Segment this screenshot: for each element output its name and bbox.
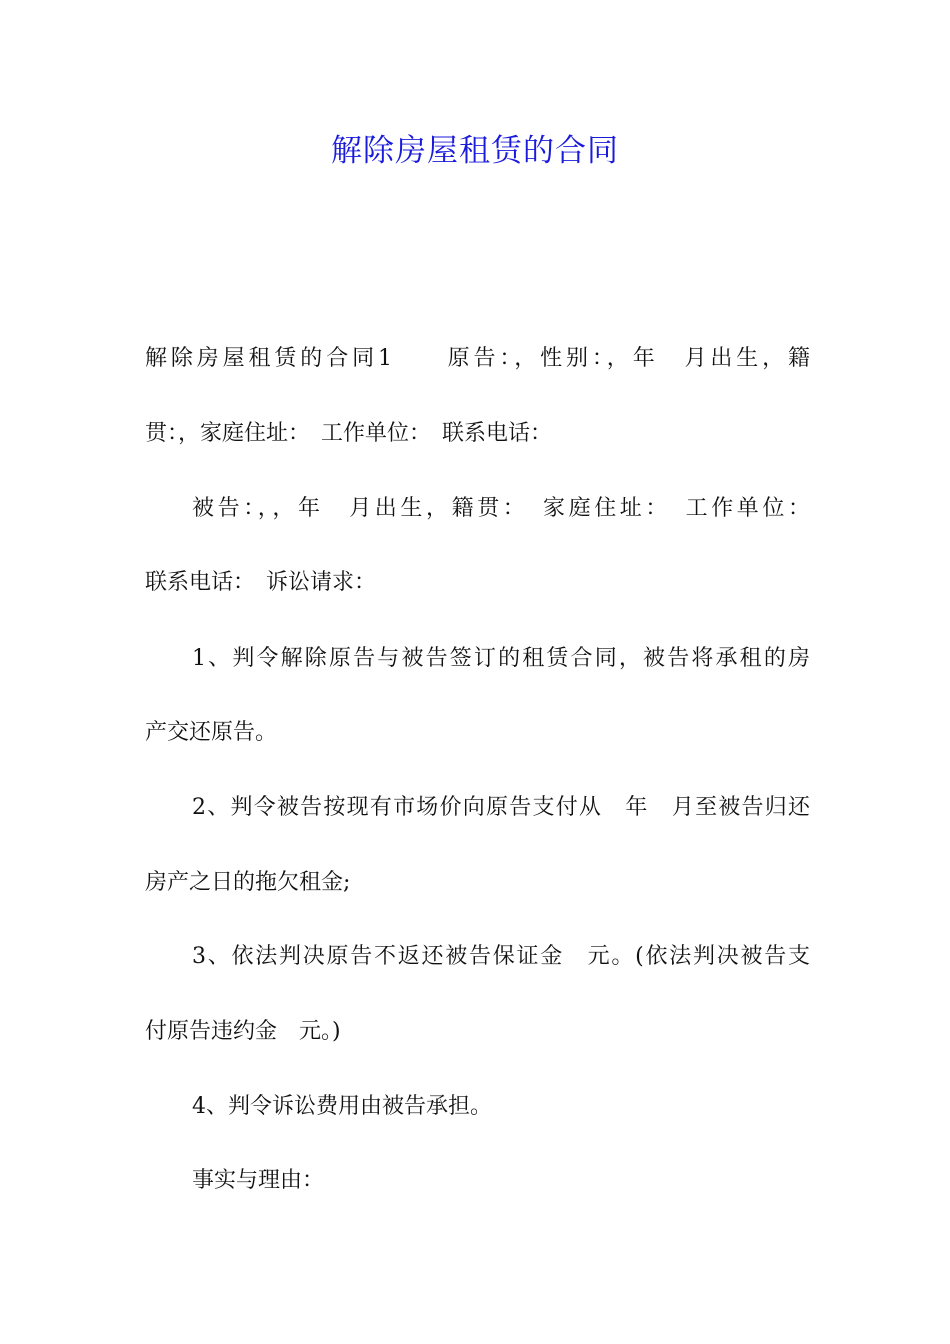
paragraph-line: 联系电话： 诉讼请求： bbox=[145, 570, 377, 595]
paragraph-line: 付原告违约金 元。) bbox=[145, 1019, 341, 1044]
paragraph-line: 事实与理由： bbox=[192, 1168, 325, 1193]
paragraph-line: 产交还原告。 bbox=[145, 720, 278, 745]
paragraph-line: 4、判令诉讼费用由被告承担。 bbox=[192, 1094, 492, 1119]
paragraph-line: 房产之日的拖欠租金; bbox=[145, 870, 351, 895]
paragraph-line: 3、依法判决原告不返还被告保证金 元。(依法判决被告支 bbox=[192, 944, 810, 969]
paragraph-line: 被告：，，年 月出生，籍贯： 家庭住址： 工作单位： bbox=[192, 496, 810, 521]
document-title: 解除房屋租赁的合同 bbox=[331, 133, 619, 169]
paragraph-line: 解除房屋租赁的合同1 原告：，性别：，年 月出生，籍 bbox=[145, 346, 810, 371]
paragraph-line: 1、判令解除原告与被告签订的租赁合同，被告将承租的房 bbox=[192, 646, 810, 671]
paragraph-line: 2、判令被告按现有市场价向原告支付从 年 月至被告归还 bbox=[192, 795, 810, 820]
paragraph-line: 贯：，家庭住址： 工作单位： 联系电话： bbox=[145, 421, 553, 446]
